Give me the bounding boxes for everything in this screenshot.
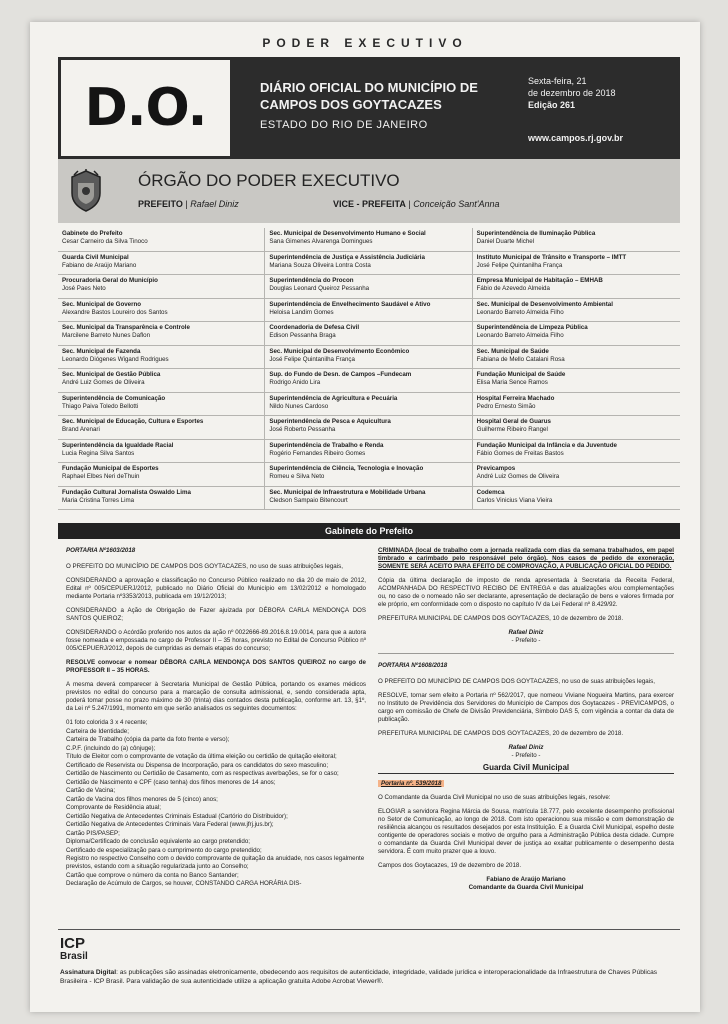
directory-entry-person: André Luiz Gomes de Oliveira bbox=[476, 473, 560, 480]
directory-entry bbox=[58, 275, 265, 299]
directory-entry-title: Empresa Municipal de Habitação – EMHAB bbox=[476, 277, 603, 284]
directory-entry bbox=[473, 299, 680, 323]
directory-entry-person: Carlos Vinicius Viana Vieira bbox=[476, 496, 553, 504]
directory-entry bbox=[473, 252, 680, 276]
directory-entry bbox=[473, 322, 680, 346]
paragraph: RESOLVE, tornar sem efeito a Portaria nº 562/2017, que nomeou Viviane Nogueira Martins, para exercer no Instituto de Previdência dos Servidores do Município de Campos dos Goytacazes - PREVICAMPOS, o cargo em comissão de Chefe de Divisão Previdenciária, Símbolo DAS 5, com vigência a contar da data de publicação. bbox=[378, 692, 674, 723]
directory-entry bbox=[265, 440, 472, 464]
paragraph: CONSIDERANDO a aprovação e classificação no Concurso Público realizado no dia 20 de maio de 2012, Edital nº 005/CEPUERJ/2012, publicado no Diário Oficial do Município em 13/02/2012 e homologado mediante Portaria nº3353/2013, publicada em 19/12/2013; bbox=[66, 577, 366, 600]
directory-entry bbox=[473, 393, 680, 417]
directory-entry bbox=[265, 228, 472, 252]
directory-entry-title: Coordenadoria de Defesa Civil bbox=[269, 324, 360, 331]
paragraph: RESOLVE convocar e nomear DÉBORA CARLA MENDONÇA DOS SANTOS QUEIROZ no cargo de PROFESSOR II – 35 HORAS. bbox=[66, 659, 366, 674]
document-item: Certificado de Reservista ou Dispensa de Incorporação, para os candidatos do sexo masculino; bbox=[66, 761, 329, 769]
portaria-heading: PORTARIA Nº1603/2018 bbox=[66, 547, 136, 554]
directory-entry bbox=[473, 346, 680, 370]
document-item: Certidão de Nascimento e CPF (caso tenha) dos filhos menores de 14 anos; bbox=[66, 778, 276, 786]
signature-block: Fabiano de Araújo Mariano Comandante da Guarda Civil Municipal bbox=[468, 876, 584, 891]
directory-entry-title: Superintendência do Procon bbox=[269, 277, 354, 284]
document-item: Carteira de Identidade; bbox=[66, 727, 129, 735]
document-item: Cartão de Vacina; bbox=[66, 787, 116, 794]
directory-entry-person: José Felipe Quintanilha França bbox=[476, 261, 563, 269]
directory-entry-title: Sec. Municipal de Desenvolvimento Econômico bbox=[269, 347, 410, 355]
directory-entry-title: Sec. Municipal da Transparência e Controle bbox=[62, 324, 190, 331]
paragraph: O PREFEITO DO MUNICÍPIO DE CAMPOS DOS GOYTACAZES, no uso de suas atribuições legais, bbox=[66, 563, 343, 570]
directory-entry bbox=[473, 275, 680, 299]
directory-entry-title: Fundação Municipal de Saúde bbox=[476, 371, 566, 378]
left-column bbox=[66, 547, 366, 889]
masthead-title: DIÁRIO OFICIAL DO MUNICÍPIO DE CAMPOS DOS GOYTACAZES bbox=[260, 80, 478, 112]
document-item: Diploma/Certificado de conclusão equivalente ao cargo pretendido; bbox=[66, 838, 251, 845]
directory-entry-person: Rogério Fernandes Ribeiro Gomes bbox=[269, 449, 366, 457]
paragraph: Campos dos Goytacazes, 19 de dezembro de 2018. bbox=[378, 862, 522, 869]
directory-entry bbox=[265, 275, 472, 299]
directory-entry-title: Superintendência de Justiça e Assistência Judiciária bbox=[269, 253, 425, 261]
directory-entry-person: José Felipe Quintanilha França bbox=[269, 355, 355, 363]
directory-entry-person: Pedro Ernesto Simão bbox=[476, 402, 536, 410]
orgao-header bbox=[58, 159, 680, 223]
directory-entry-title: Superintendência da Igualdade Racial bbox=[62, 441, 174, 449]
directory-entry-person: Alexandre Bastos Loureiro dos Santos bbox=[62, 308, 168, 316]
signature-block: Rafael Diniz - Prefeito - bbox=[508, 744, 544, 759]
masthead-state: ESTADO DO RIO DE JANEIRO bbox=[260, 119, 428, 131]
directory-entry bbox=[58, 369, 265, 393]
directory-entry-person: Fabiana de Mello Catalani Rosa bbox=[476, 355, 565, 363]
document-item: Certidão Negativa de Antecedentes Criminais Estadual (Cartório do Distribuidor); bbox=[66, 812, 288, 820]
directory-entry-title: Superintendência de Trabalho e Renda bbox=[269, 441, 384, 449]
paragraph: O Comandante da Guarda Civil Municipal no uso de suas atribuições legais, resolve: bbox=[378, 794, 611, 801]
directory-entry-title: Sec. Municipal de Gestão Pública bbox=[62, 371, 161, 378]
directory-entry-title: Superintendência de Comunicação bbox=[62, 394, 166, 402]
directory-entry-person: Romeu e Silva Neto bbox=[269, 473, 325, 480]
directory-entry-person: Daniel Duarte Michel bbox=[476, 238, 535, 245]
section-bar: Gabinete do Prefeito bbox=[58, 523, 680, 539]
document-item: Comprovante de Residência atual; bbox=[66, 804, 161, 811]
directory-entry bbox=[58, 393, 265, 417]
directory-entry bbox=[473, 440, 680, 464]
directory-entry-title: Procuradoria Geral do Município bbox=[62, 277, 158, 284]
directory-entry-title: Superintendência de Envelhecimento Saudável e Ativo bbox=[269, 300, 431, 308]
do-logo: D.O. bbox=[58, 57, 233, 159]
directory-entry-person: Raphael Elbes Neri deThuin bbox=[62, 473, 140, 480]
directory-entry bbox=[58, 228, 265, 252]
signature-block: Rafael Diniz - Prefeito - bbox=[508, 629, 544, 644]
divider bbox=[378, 653, 674, 654]
directory-entry-person: Fábio Gomes de Freitas Bastos bbox=[476, 449, 564, 457]
directory-entry-person: Fábio de Azevedo Almeida bbox=[476, 285, 550, 292]
municipal-crest-icon bbox=[68, 169, 104, 213]
footer-disclaimer: Assinatura Digital: as publicações são assinadas eletronicamente, obedecendo aos requisitos de autenticidade, integridade, validade jurídica e interoperacionalidade da Infraestrutura de Chaves Públicas Brasileira - ICP Brasil. Para validação de sua autenticidade utilize a aplicação gratuita Adobe Acrobat Viewer®. bbox=[60, 969, 658, 985]
directory-entry-title: Instituto Municipal de Trânsito e Transporte – IMTT bbox=[476, 253, 627, 261]
directory-entry-title: Sec. Municipal de Infraestrutura e Mobilidade Urbana bbox=[269, 488, 426, 496]
directory-entry bbox=[58, 416, 265, 440]
directory-entry-person: Brand Arenari bbox=[62, 426, 100, 433]
directory-entry-title: Superintendência de Ciência, Tecnologia e Inovação bbox=[269, 465, 424, 472]
directory-entry-person: José Roberto Pessanha bbox=[269, 426, 336, 433]
directory-entry bbox=[265, 463, 472, 487]
directory-entry-person: Mariana Souza Oliveira Lontra Costa bbox=[269, 261, 371, 269]
document-item: Cartão que comprove o número da conta no Banco Santander; bbox=[66, 871, 239, 879]
newspaper-page bbox=[30, 22, 700, 1012]
directory-entry-title: Sec. Municipal de Fazenda bbox=[62, 347, 141, 355]
document-item: Certidão de Nascimento ou Certidão de Casamento, com as respectivas averbações, se for o caso; bbox=[66, 770, 339, 777]
directory-entry-person: Fabiano de Araújo Mariano bbox=[62, 261, 137, 269]
directory-entry bbox=[473, 463, 680, 487]
directory-entry-person: André Luiz Gomes de Oliveira bbox=[62, 379, 145, 386]
directory-entry bbox=[265, 252, 472, 276]
directory-entry bbox=[58, 463, 265, 487]
highlighted-portaria: Portaria nº. 539/2018 bbox=[378, 780, 444, 787]
directory-entry-person: Leonardo Diógenes Wigand Rodrigues bbox=[62, 355, 169, 363]
directory-entry-title: Guarda Civil Municipal bbox=[62, 253, 129, 261]
paragraph: O PREFEITO DO MUNICÍPIO DE CAMPOS DOS GOYTACAZES, no uso de suas atribuições legais, bbox=[378, 678, 655, 685]
document-item: 01 foto colorida 3 x 4 recente; bbox=[66, 719, 148, 726]
paragraph: PREFEITURA MUNICIPAL DE CAMPOS DOS GOYTACAZES, 20 de dezembro de 2018. bbox=[378, 730, 624, 737]
directory-entry-title: Superintendência de Iluminação Pública bbox=[476, 230, 596, 237]
directory-entry-person: Marcilene Barreto Nunes Daflon bbox=[62, 332, 151, 339]
directory-entry-title: Previcampos bbox=[476, 465, 516, 472]
directory-entry bbox=[473, 416, 680, 440]
directory-entry bbox=[58, 299, 265, 323]
paragraph: Cópia da última declaração de imposto de renda apresentada à Secretaria da Receita Federal, ACOMPANHADA DO RESPECTIVO RECIBO DE ENTREGA e das atualizações e/ou complementações ou, no caso de o nomeado não ser declarante, apresentação de declaração de bens e valores firmada por ele próprio, em conformidade com o disposto no capítulo IV da Lei Federal nº 8.429/92. bbox=[378, 577, 674, 608]
directory-entry-person: Leonardo Barreto Almeida Filho bbox=[476, 332, 564, 339]
directory-entry-person: Cesar Carneiro da Silva Tinoco bbox=[62, 238, 148, 245]
directory-entry-person: Edison Pessanha Braga bbox=[269, 332, 336, 339]
documents-list bbox=[66, 719, 366, 888]
directory-entry-title: Superintendência de Agricultura e Pecuária bbox=[269, 394, 398, 402]
icp-brasil-logo: ICP Brasil bbox=[60, 935, 88, 962]
directory-entry-person: Lucia Regina Silva Santos bbox=[62, 449, 135, 457]
document-item: C.P.F. (incluindo do (a) cônjuge); bbox=[66, 744, 156, 752]
vice-prefeita-line: VICE - PREFEITA | Conceição Sant'Anna bbox=[333, 199, 500, 209]
document-item: Declaração de Acúmulo de Cargos, se houver, CONSTANDO CARGA HORÁRIA DIS- bbox=[66, 880, 302, 887]
document-item: Certificado de especialização para o cumprimento do cargo pretendido; bbox=[66, 846, 262, 854]
directory-entry bbox=[265, 487, 472, 511]
section-title: PODER EXECUTIVO bbox=[262, 36, 468, 50]
directory-entry bbox=[265, 322, 472, 346]
document-item: Cartão PIS/PASEP; bbox=[66, 829, 120, 837]
directory-entry-person: Sana Gimenes Alvarenga Domingues bbox=[269, 238, 373, 245]
document-item: Cartão de Vacina dos filhos menores de 5 (cinco) anos; bbox=[66, 795, 218, 803]
footer-divider bbox=[58, 929, 680, 930]
directory-entry-person: Leonardo Barreto Almeida Filho bbox=[476, 308, 564, 316]
paragraph: ELOGIAR a servidora Regina Márcia de Sousa, matrícula 18.777, pelo excelente desempenho profissional no Setor de Comunicação, ao longo de 2018. Com isto operacionou sua missão e com demonstração de resiliência alcançou os resultados desejados por esta Instituição. E a Guarda Civil Municipal, espelho deste contigente de operadores sociais e motivo de orgulho para a Administração Pública desta cidade. Cumpre o comandante da Guarda Civil Municipal dever de justiça ao exaltar publicamente o desempenho desta servidora. É com muito prazer que a louvo. bbox=[378, 808, 674, 855]
directory-entry bbox=[58, 440, 265, 464]
document-item: Certidão Negativa de Antecedentes Criminais Vara Federal (www.jfrj.jus.br); bbox=[66, 821, 274, 828]
directory-grid bbox=[58, 228, 680, 510]
directory-entry-title: Hospital Geral de Guarus bbox=[476, 418, 551, 425]
directory-entry bbox=[265, 393, 472, 417]
paragraph: PREFEITURA MUNICIPAL DE CAMPOS DOS GOYTACAZES, 10 de dezembro de 2018. bbox=[378, 615, 624, 622]
directory-entry-person: José Paes Neto bbox=[62, 285, 106, 292]
directory-entry-title: Sup. do Fundo de Desn. de Campos –Fundecam bbox=[269, 371, 412, 378]
right-column bbox=[378, 547, 674, 896]
document-item: Registro no respectivo Conselho com o devido comprovante de quitação da anuidade, nos casos legalmente previstos, estando com a situação regularizada junto ao Conselho; bbox=[66, 855, 365, 870]
subsection-title: Guarda Civil Municipal bbox=[378, 764, 674, 774]
masthead-date: Sexta-feira, 21 de dezembro de 2018 Edição 261 bbox=[528, 76, 616, 110]
directory-entry bbox=[58, 322, 265, 346]
masthead bbox=[58, 57, 680, 159]
directory-entry-person: Thiago Paiva Toledo Bellotti bbox=[62, 402, 139, 410]
directory-entry bbox=[473, 369, 680, 393]
directory-entry-title: Fundação Municipal da Infância e da Juventude bbox=[476, 441, 617, 449]
directory-entry-person: Maria Cristina Torres Lima bbox=[62, 496, 135, 504]
paragraph: CONSIDERANDO o Acórdão proferido nos autos da ação nº 0022666-89.2016.8.19.0014, para que a autora fosse nomeada e empossada no cargo de Professor II – 35 horas, previsto no Edital de Concurso Público nº 005/CEPUERJ/2012, depois de cumpridas as demais etapas do concurso; bbox=[66, 629, 366, 652]
masthead-url: www.campos.rj.gov.br bbox=[528, 133, 624, 143]
directory-entry-title: Codemca bbox=[476, 488, 505, 496]
directory-entry-person: Guilherme Ribeiro Rangel bbox=[476, 426, 548, 433]
directory-entry-title: Fundação Cultural Jornalista Oswaldo Lima bbox=[62, 488, 191, 496]
directory-entry bbox=[58, 346, 265, 370]
paragraph: A mesma deverá comparecer à Secretaria Municipal de Gestão Pública, portando os exames médicos previstos no edital do concurso para a marcação de consulta admissional, e, sendo considerada apta, poderá tomar posse no prazo máximo de 30 (trinta) dias contados desta publicação, conforme art. 13, §1º, da Lei nº 5.247/1991, momento em que serão analisados os seguintes documentos: bbox=[66, 681, 366, 712]
directory-entry bbox=[265, 346, 472, 370]
paragraph: CONSIDERANDO a Ação de Obrigação de Fazer ajuizada por DÉBORA CARLA MENDONÇA DOS SANTOS QUEIROZ; bbox=[66, 607, 366, 622]
directory-entry bbox=[58, 487, 265, 511]
prefeito-line: PREFEITO | Rafael Diniz bbox=[138, 199, 239, 209]
directory-entry-person: Heloisa Landim Gomes bbox=[269, 308, 334, 316]
directory-entry bbox=[265, 369, 472, 393]
orgao-title: ÓRGÃO DO PODER EXECUTIVO bbox=[138, 171, 400, 190]
document-item: Carteira de Trabalho (cópia da parte da foto frente e verso); bbox=[66, 736, 230, 743]
directory-entry-title: Sec. Municipal de Saúde bbox=[476, 347, 549, 355]
paragraph: CRIMINADA (local de trabalho com a jornada realizada com dias da semana trabalhados, em papel timbrado e carimbado pelo responsável pelo órgão). Nos casos de pedido de exoneração, SOMENTE SERÁ ACEITO PARA EFEITO DE COMPROVAÇÃO, A PUBLICAÇÃO OFICIAL DO PEDIDO. bbox=[378, 547, 674, 570]
document-item: Título de Eleitor com o comprovante de votação da última eleição ou certidão de quitação eleitoral; bbox=[66, 753, 337, 760]
directory-entry-title: Sec. Municipal de Educação, Cultura e Esportes bbox=[62, 418, 204, 425]
directory-entry-title: Sec. Municipal de Governo bbox=[62, 300, 142, 308]
directory-entry-title: Sec. Municipal de Desenvolvimento Humano e Social bbox=[269, 230, 426, 237]
directory-entry-person: Elisa Maria Sence Ramos bbox=[476, 379, 548, 386]
directory-entry bbox=[473, 228, 680, 252]
directory-entry-title: Superintendência de Pesca e Aquicultura bbox=[269, 418, 391, 425]
directory-entry-title: Fundação Municipal de Esportes bbox=[62, 465, 159, 472]
directory-entry bbox=[265, 416, 472, 440]
directory-entry-person: Rodrigo Anido Lira bbox=[269, 379, 321, 386]
portaria-heading: PORTARIA Nº1608/2018 bbox=[378, 662, 448, 669]
directory-entry-title: Sec. Municipal de Desenvolvimento Ambiental bbox=[476, 300, 613, 308]
directory-entry-person: Douglas Leonard Queiroz Pessanha bbox=[269, 285, 370, 292]
directory-entry-person: Nildo Nunes Cardoso bbox=[269, 402, 329, 410]
directory-entry-title: Hospital Ferreira Machado bbox=[476, 394, 555, 402]
directory-entry bbox=[473, 487, 680, 511]
directory-entry bbox=[58, 252, 265, 276]
directory-entry-title: Gabinete do Prefeito bbox=[62, 230, 123, 237]
directory-entry-person: Cledson Sampaio Bitencourt bbox=[269, 496, 348, 504]
directory-entry bbox=[265, 299, 472, 323]
directory-entry-title: Superintendência de Limpeza Pública bbox=[476, 324, 588, 331]
